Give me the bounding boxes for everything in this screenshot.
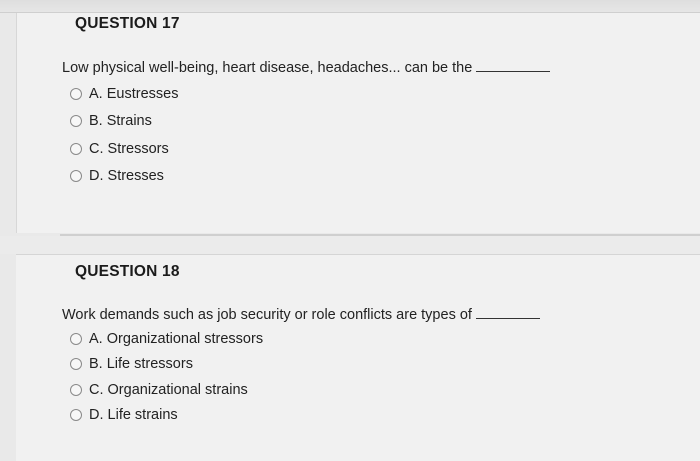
- radio-button[interactable]: [70, 358, 82, 370]
- option-label: C. Stressors: [89, 141, 169, 157]
- radio-button[interactable]: [70, 143, 82, 155]
- option-label: C. Organizational strains: [89, 382, 248, 398]
- question-17-text: Low physical well-being, heart disease, headaches... can be the: [62, 60, 550, 76]
- answer-blank: [476, 317, 540, 319]
- radio-button[interactable]: [70, 170, 82, 182]
- q18-option-c[interactable]: [70, 382, 248, 398]
- option-label: B. Life stressors: [89, 356, 193, 372]
- q17-option-d[interactable]: [70, 168, 164, 184]
- q17-option-b[interactable]: [70, 113, 152, 129]
- radio-button[interactable]: [70, 384, 82, 396]
- radio-button[interactable]: [70, 115, 82, 127]
- q18-option-d[interactable]: [70, 407, 178, 423]
- question-18-text: Work demands such as job security or role conflicts are types of: [62, 307, 540, 323]
- option-label: A. Eustresses: [89, 86, 179, 102]
- radio-button[interactable]: [70, 409, 82, 421]
- option-label: A. Organizational stressors: [89, 331, 264, 347]
- question-gap: [0, 236, 700, 254]
- answer-blank: [476, 70, 550, 72]
- q18-option-b[interactable]: [70, 356, 193, 372]
- q18-option-a[interactable]: [70, 331, 263, 347]
- radio-button[interactable]: [70, 88, 82, 100]
- q17-option-a[interactable]: [70, 86, 178, 102]
- option-label: B. Strains: [89, 113, 152, 129]
- question-18-title: QUESTION 18: [75, 263, 180, 280]
- option-label: D. Life strains: [89, 407, 178, 423]
- radio-button[interactable]: [70, 333, 82, 345]
- option-label: D. Stresses: [89, 168, 164, 184]
- q17-option-c[interactable]: [70, 141, 169, 157]
- top-strip: [0, 0, 700, 13]
- question-17-title: QUESTION 17: [75, 15, 180, 32]
